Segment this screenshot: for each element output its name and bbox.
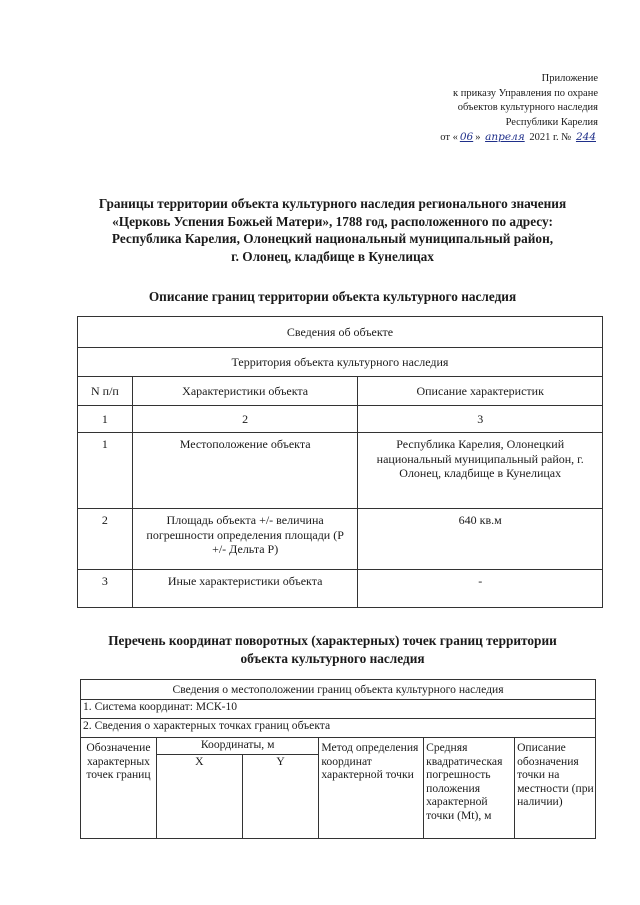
annex-line: к приказу Управления по охране xyxy=(453,87,598,99)
table-row xyxy=(78,509,603,570)
column-header-designation: Обозначение характерных точек границ xyxy=(81,738,157,839)
column-header: Характеристики объекта xyxy=(132,377,358,406)
title-line: «Церковь Успения Божьей Матери», 1788 год, расположенного по адресу: xyxy=(112,213,553,229)
row-number: 2 xyxy=(78,509,133,570)
column-header-x: X xyxy=(156,755,242,839)
coordinates-table xyxy=(80,679,596,839)
handwritten-number: 244 xyxy=(575,131,596,143)
row-characteristic: Иные характеристики объекта xyxy=(132,570,358,608)
column-header: N п/п xyxy=(78,377,133,406)
object-info-table xyxy=(77,316,603,608)
column-number: 3 xyxy=(358,406,603,433)
column-header-coordinates: Координаты, м xyxy=(156,738,318,755)
annex-block xyxy=(440,72,598,146)
row-number: 1 xyxy=(78,433,133,509)
title-line: Республика Карелия, Олонецкий национальный муниципальный район, xyxy=(111,231,554,246)
column-header-y: Y xyxy=(242,755,319,839)
annex-line: объектов культурного наследия xyxy=(457,102,598,113)
row-description: Республика Карелия, Олонецкий национальный муниципальный район, г. Олонец, кладбище в Кунелицах xyxy=(358,433,603,509)
title-line: Перечень координат поворотных (характерных) точек границ территории xyxy=(108,633,557,648)
column-number: 1 xyxy=(78,406,133,433)
date-year: 2021 г. № xyxy=(526,132,574,143)
table-row xyxy=(78,570,603,608)
row-description: 640 кв.м xyxy=(358,509,603,570)
column-header-error: Средняя квадратическая погрешность положения характерной точки (Mt), м xyxy=(424,738,515,839)
annex-line: Приложение xyxy=(541,73,598,84)
title-line: г. Олонец, кладбище в Кунелицах xyxy=(231,248,434,264)
column-header-method: Метод определения координат характерной точки xyxy=(319,738,424,839)
row-number: 3 xyxy=(78,570,133,608)
annex-date-line xyxy=(440,130,598,146)
section1-title: Описание границ территории объекта культурного наследия xyxy=(148,289,517,304)
section2-title xyxy=(60,632,605,667)
column-header: Описание характеристик xyxy=(358,377,603,406)
date-prefix: от « xyxy=(440,132,458,143)
table-header: Сведения о местоположении границ объекта культурного наследия xyxy=(81,680,596,700)
column-header-description: Описание обозначения точки на местности (при наличии) xyxy=(515,738,596,839)
column-number: 2 xyxy=(132,406,358,433)
title-line: Границы территории объекта культурного наследия регионального значения xyxy=(98,196,567,211)
annex-line: Республики Карелия xyxy=(505,116,598,128)
row-characteristic: Местоположение объекта xyxy=(132,433,358,509)
document-title xyxy=(60,195,605,265)
handwritten-month: апреля xyxy=(485,131,525,143)
date-mid: » xyxy=(475,132,484,143)
table-header: Сведения об объекте xyxy=(78,317,603,348)
points-info: 2. Сведения о характерных точках границ объекта xyxy=(81,719,596,738)
coordinate-system: 1. Система координат: МСК-10 xyxy=(81,700,596,719)
row-characteristic: Площадь объекта +/- величина погрешности определения площади (Р +/- Дельта Р) xyxy=(132,509,358,570)
table-row xyxy=(78,433,603,509)
row-description: - xyxy=(358,570,603,608)
handwritten-day: 06 xyxy=(459,131,474,143)
table-subheader: Территория объекта культурного наследия xyxy=(78,348,603,377)
title-line: объекта культурного наследия xyxy=(240,650,425,666)
